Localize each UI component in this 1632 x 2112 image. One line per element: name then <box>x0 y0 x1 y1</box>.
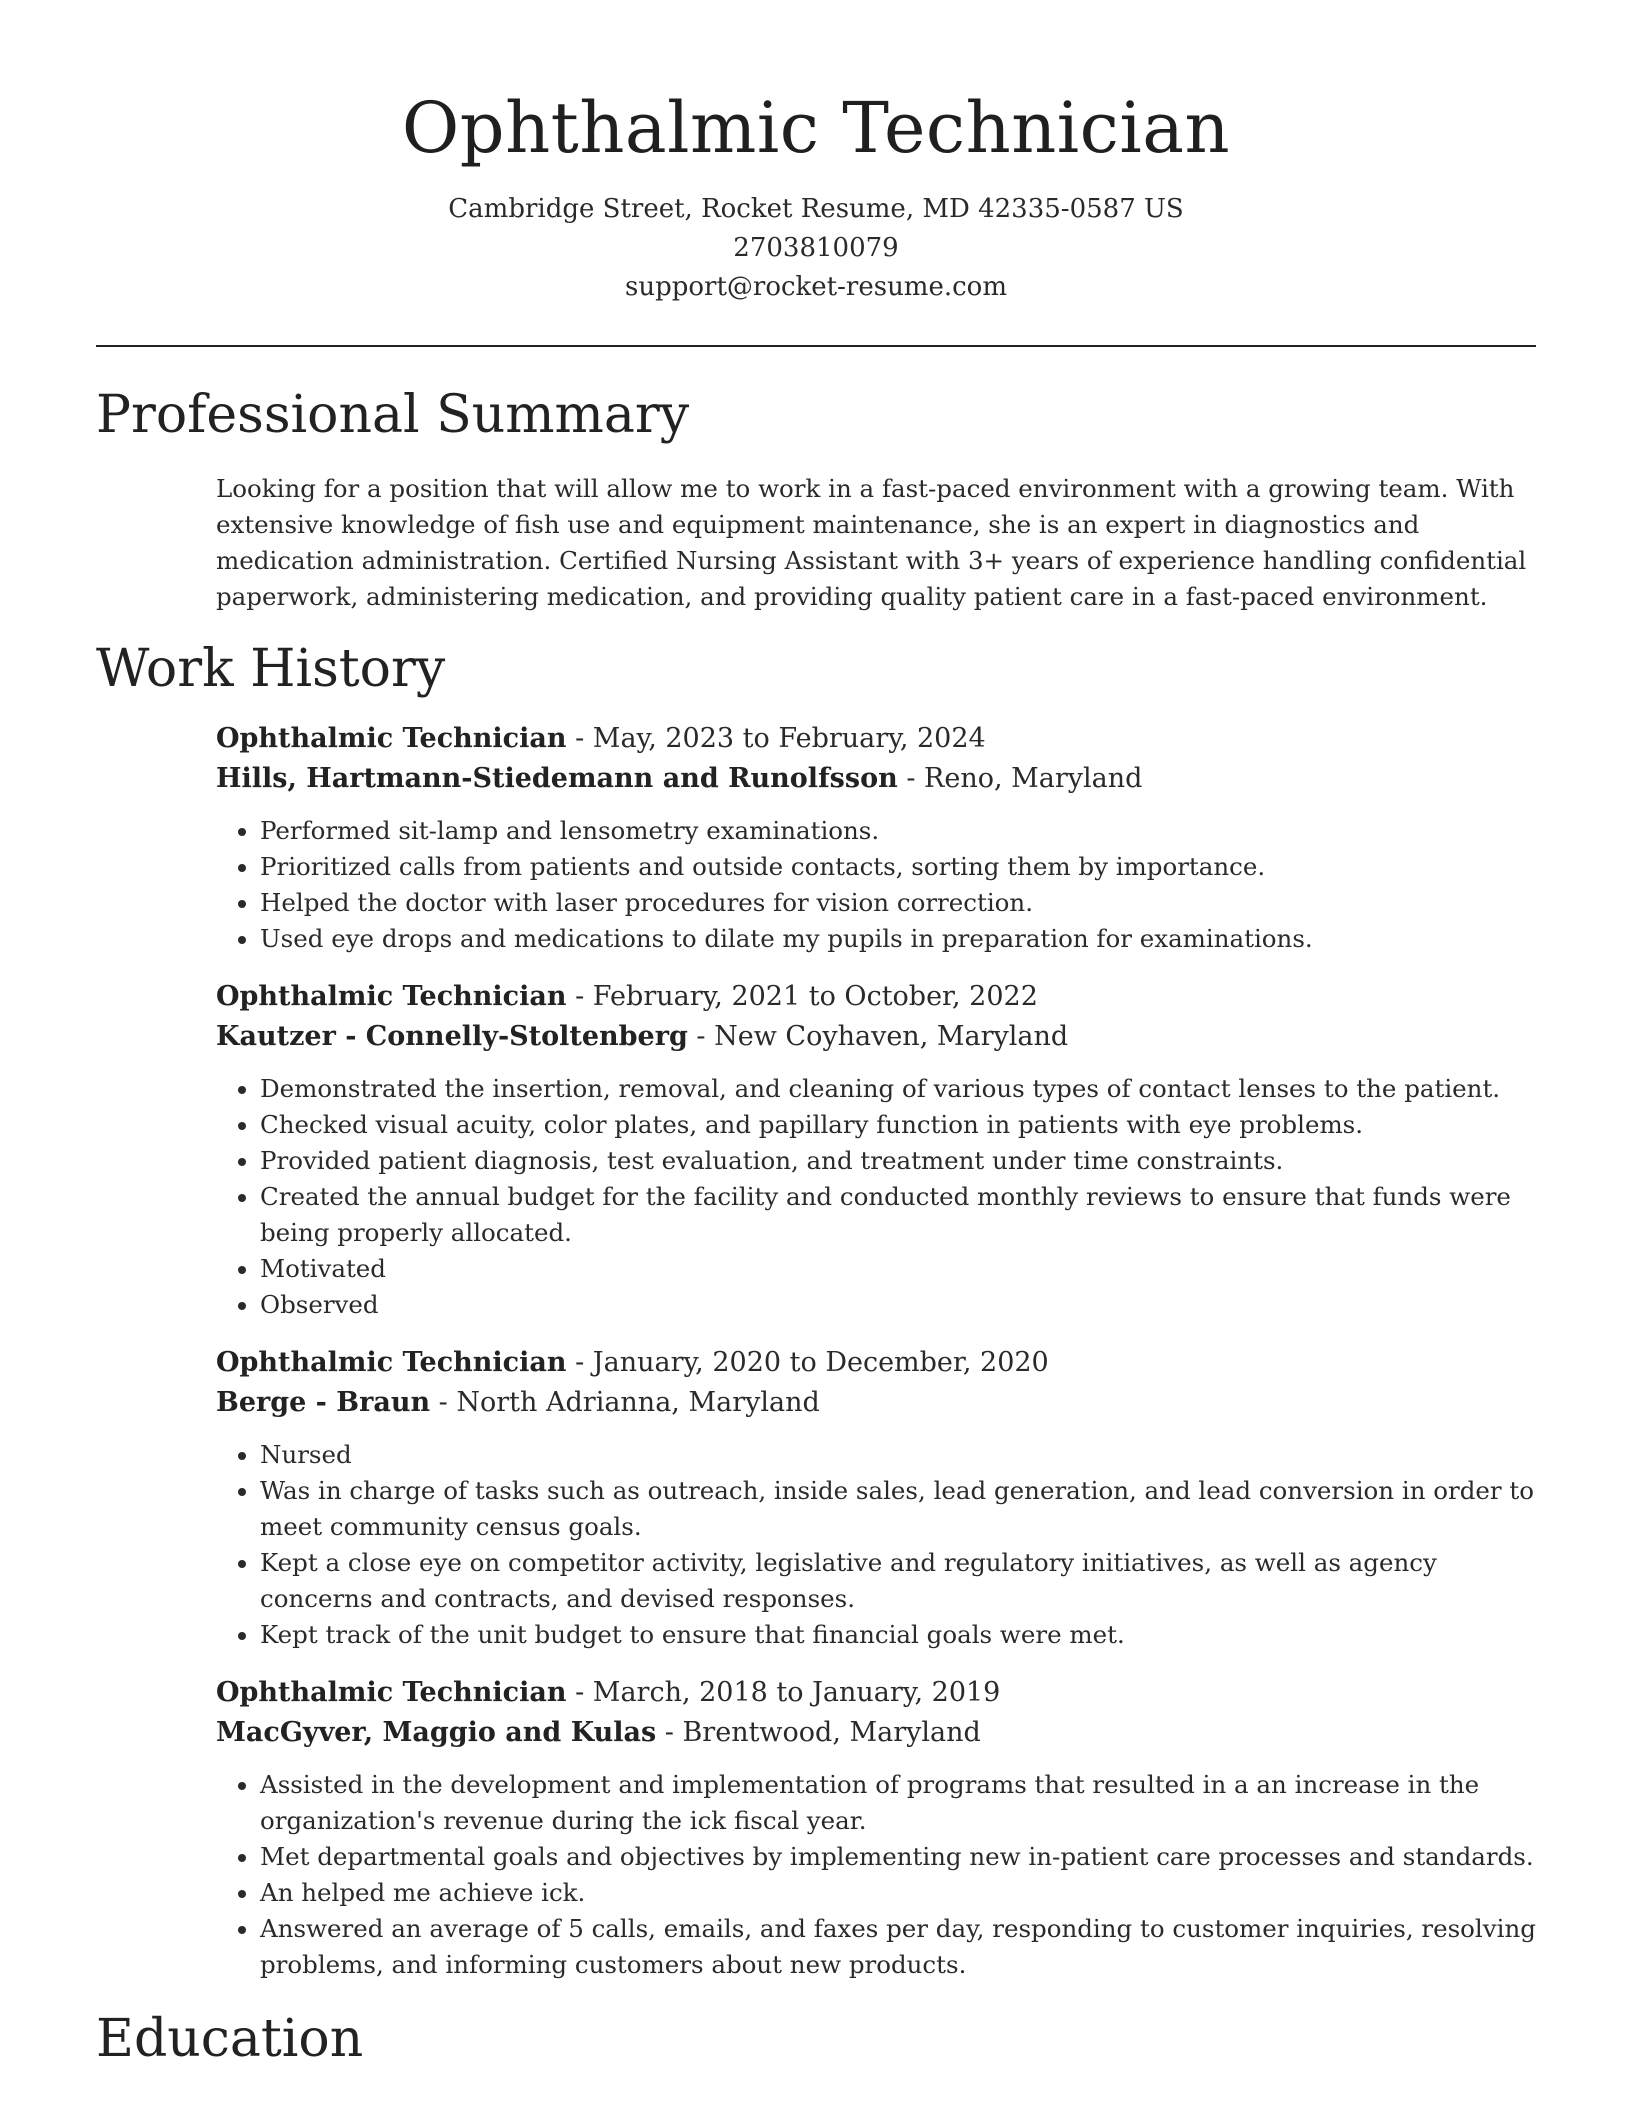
job-bullet: • Met departmental goals and objectives by implementing new in-patient care processes and standards. <box>260 1839 1536 1875</box>
job-location: New Coyhaven, Maryland <box>714 1021 1069 1052</box>
work-history-heading: Work History <box>96 639 446 699</box>
resume-page <box>96 0 1536 2071</box>
job-company: Berge - Braun <box>216 1387 431 1418</box>
job-role: Ophthalmic Technician <box>216 723 567 754</box>
job-company: MacGyver, Maggio and Kulas <box>216 1717 657 1748</box>
job-bullets <box>216 1767 1536 1983</box>
job-role: Ophthalmic Technician <box>216 981 567 1012</box>
job-bullets <box>216 1437 1536 1653</box>
job-entry <box>216 1343 1536 1653</box>
contact-address: Cambridge Street, Rocket Resume, MD 42335-0587 US <box>448 194 1184 224</box>
job-bullet: • Motivated <box>260 1251 1536 1287</box>
job-title-line: Ophthalmic Technician - March, 2018 to January, 2019 <box>216 1677 1001 1708</box>
contact-phone: 2703810079 <box>733 233 899 263</box>
education-heading: Education <box>96 2009 364 2069</box>
job-role: Ophthalmic Technician <box>216 1677 567 1708</box>
job-bullet: • Assisted in the development and implementation of programs that resulted in a an increase in the organization's revenue during the ick fiscal year. <box>260 1767 1536 1839</box>
header-divider <box>96 345 1536 347</box>
job-company: Kautzer - Connelly-Stoltenberg <box>216 1021 688 1052</box>
job-entry <box>216 719 1536 957</box>
job-entry <box>216 977 1536 1323</box>
job-entry <box>216 1673 1536 1983</box>
summary-heading: Professional Summary <box>96 385 690 445</box>
job-company-line: MacGyver, Maggio and Kulas - Brentwood, Maryland <box>216 1717 981 1748</box>
job-bullet: • Performed sit-lamp and lensometry examinations. <box>260 813 1536 849</box>
job-company: Hills, Hartmann-Stiedemann and Runolfsson <box>216 763 898 794</box>
job-bullet: • Was in charge of tasks such as outreach, inside sales, lead generation, and lead conversion in order to meet community census goals. <box>260 1473 1536 1545</box>
job-dates: March, 2018 to January, 2019 <box>592 1677 1001 1708</box>
job-bullet: • Prioritized calls from patients and outside contacts, sorting them by importance. <box>260 849 1536 885</box>
job-bullet: • Checked visual acuity, color plates, and papillary function in patients with eye problems. <box>260 1107 1536 1143</box>
job-location: North Adrianna, Maryland <box>456 1387 820 1418</box>
job-location: Brentwood, Maryland <box>682 1717 981 1748</box>
job-bullet: • Answered an average of 5 calls, emails, and faxes per day, responding to customer inquiries, resolving problems, and informing customers about new products. <box>260 1911 1536 1983</box>
job-bullet: • Nursed <box>260 1437 1536 1473</box>
job-title-line: Ophthalmic Technician - February, 2021 to October, 2022 <box>216 981 1038 1012</box>
job-dates: May, 2023 to February, 2024 <box>592 723 986 754</box>
job-bullet: • Kept a close eye on competitor activity, legislative and regulatory initiatives, as well as agency concerns and contracts, and devised responses. <box>260 1545 1536 1617</box>
job-role: Ophthalmic Technician <box>216 1347 567 1378</box>
job-title-line: Ophthalmic Technician - January, 2020 to December, 2020 <box>216 1347 1049 1378</box>
job-bullet: • Used eye drops and medications to dilate my pupils in preparation for examinations. <box>260 921 1536 957</box>
job-bullets <box>216 813 1536 957</box>
job-company-line: Hills, Hartmann-Stiedemann and Runolfsson - Reno, Maryland <box>216 763 1143 794</box>
resume-name: Ophthalmic Technician <box>401 87 1231 169</box>
job-dates: February, 2021 to October, 2022 <box>592 981 1038 1012</box>
job-title-line: Ophthalmic Technician - May, 2023 to February, 2024 <box>216 723 986 754</box>
job-bullet: • Observed <box>260 1287 1536 1323</box>
job-bullet: • Helped the doctor with laser procedures for vision correction. <box>260 885 1536 921</box>
job-bullet: • An helped me achieve ick. <box>260 1875 1536 1911</box>
job-company-line: Berge - Braun - North Adrianna, Maryland <box>216 1387 820 1418</box>
contact-block <box>96 190 1536 307</box>
job-bullet: • Demonstrated the insertion, removal, and cleaning of various types of contact lenses to the patient. <box>260 1071 1536 1107</box>
contact-email: support@rocket-resume.com <box>624 272 1007 302</box>
job-bullets <box>216 1071 1536 1323</box>
summary-text: Looking for a position that will allow me to work in a fast-paced environment with a growing team. With extensive knowledge of fish use and equipment maintenance, she is an expert in diagnostics and medication administration. Certified Nursing Assistant with 3+ years of experience handling confidential paperwork, administering medication, and providing quality patient care in a fast-paced environment. <box>216 474 1527 611</box>
job-bullet: • Kept track of the unit budget to ensure that financial goals were met. <box>260 1617 1536 1653</box>
job-location: Reno, Maryland <box>924 763 1143 794</box>
job-dates: January, 2020 to December, 2020 <box>592 1347 1049 1378</box>
job-company-line: Kautzer - Connelly-Stoltenberg - New Coyhaven, Maryland <box>216 1021 1069 1052</box>
job-bullet: • Created the annual budget for the facility and conducted monthly reviews to ensure that funds were being properly allocated. <box>260 1179 1536 1251</box>
job-bullet: • Provided patient diagnosis, test evaluation, and treatment under time constraints. <box>260 1143 1536 1179</box>
